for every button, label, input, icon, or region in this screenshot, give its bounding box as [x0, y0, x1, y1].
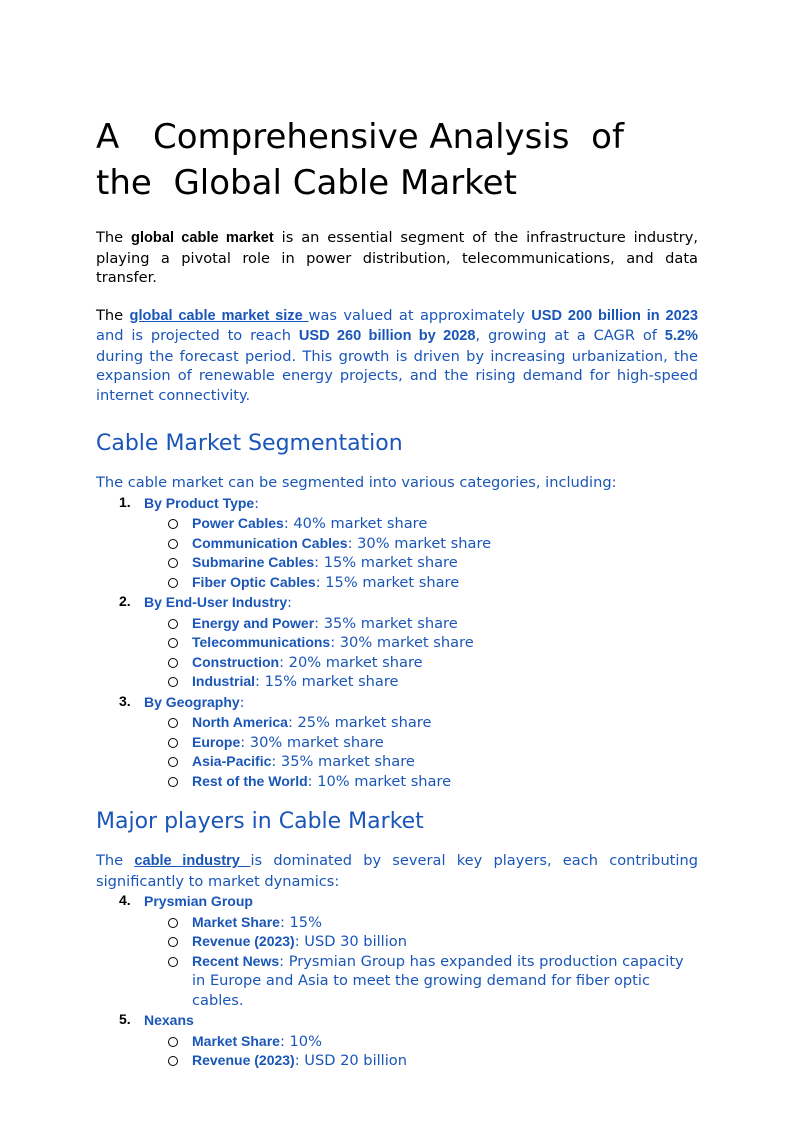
sub-list-item: [144, 733, 698, 753]
list-item-title: [144, 1012, 194, 1028]
sub-item-value: : 40% market share: [283, 515, 428, 532]
text: The: [96, 852, 135, 869]
sub-item-key: Submarine Cables: [192, 554, 315, 570]
sub-list: [144, 713, 698, 791]
sub-list-item: [144, 633, 698, 653]
sub-list-item: [144, 534, 698, 554]
segmentation-list: [96, 493, 698, 792]
list-number: 3.: [119, 692, 131, 709]
title-text: By Product Type: [144, 494, 255, 511]
sub-item-value: : 10% market share: [307, 772, 452, 790]
sub-item-value: : 35% market share: [314, 614, 458, 632]
sub-item-value: : 20% market share: [279, 653, 423, 671]
sub-item-value: : 15% market share: [315, 573, 460, 591]
sub-item-value: : USD 20 billion: [294, 1052, 407, 1069]
sub-item-value: : 15% market share: [255, 673, 399, 690]
circle-bullet-icon: [168, 558, 178, 568]
circle-bullet-icon: [168, 578, 178, 588]
sub-item-value: : 15%: [279, 913, 322, 931]
text: is an essential segment of the infrastructure industry, playing a pivotal role in power distribution, telecommunications, and data transfer.: [96, 229, 698, 286]
segmentation-intro: The cable market can be segmented into various categories, including:: [96, 474, 617, 491]
bold-value: USD 200 billion in 2023: [531, 307, 698, 324]
section-heading-segmentation: Cable Market Segmentation: [96, 431, 403, 456]
sub-list-item: [144, 913, 698, 933]
document-title: [96, 114, 698, 206]
sub-item-key: Rest of the World: [192, 772, 308, 789]
sub-item-key: Recent News: [192, 952, 280, 969]
circle-bullet-icon: [168, 677, 178, 687]
text: , growing at a CAGR of: [475, 327, 665, 344]
list-number: 5.: [119, 1011, 131, 1027]
sub-list-item: [144, 752, 698, 772]
circle-bullet-icon: [168, 519, 178, 529]
list-number: 2.: [119, 593, 131, 609]
sub-item-value: : USD 30 billion: [294, 933, 407, 950]
list-item-title: [144, 893, 253, 909]
section-heading-players: Major players in Cable Market: [96, 809, 424, 834]
list-number: 1.: [119, 493, 131, 510]
text: The: [96, 306, 130, 324]
sub-list-item: [144, 553, 698, 573]
bold-value: 5.2%: [664, 328, 699, 344]
title-colon: :: [239, 694, 245, 711]
sub-item-value: : 35% market share: [271, 753, 415, 770]
document-content: [96, 114, 698, 1071]
sub-item-key: Telecommunications: [192, 634, 331, 650]
sub-item-key: Energy and Power: [192, 614, 315, 631]
sub-list-item: [144, 1051, 698, 1071]
list-item-title: [144, 694, 244, 710]
text: and is projected to reach: [96, 327, 299, 344]
sub-list-item: [144, 514, 698, 534]
players-list: [96, 891, 698, 1071]
circle-bullet-icon: [168, 937, 178, 947]
sub-list-item: [144, 713, 698, 733]
sub-list: [144, 514, 698, 592]
circle-bullet-icon: [168, 539, 178, 549]
list-item: [96, 891, 698, 1010]
sub-item-key: Europe: [192, 733, 241, 750]
sub-item-key: Revenue (2023): [192, 933, 295, 949]
sub-list-item: [144, 672, 698, 692]
title-colon: :: [254, 495, 259, 512]
sub-list: [144, 614, 698, 692]
sub-list-item: [144, 653, 698, 673]
sub-item-value: : 30% market share: [330, 634, 474, 651]
circle-bullet-icon: [168, 619, 178, 629]
sub-item-key: Industrial: [192, 673, 256, 689]
title-line-2: [96, 160, 698, 206]
sub-list-item: [144, 573, 698, 593]
title-text: Nexans: [144, 1012, 194, 1028]
list-number: 4.: [119, 892, 131, 908]
title-line-1: [96, 114, 698, 160]
circle-bullet-icon: [168, 777, 178, 787]
text: The: [96, 229, 132, 246]
sub-item-key: Market Share: [192, 913, 280, 930]
sub-list-item: [144, 952, 698, 1011]
text: was valued at approximately: [308, 306, 532, 324]
circle-bullet-icon: [168, 957, 178, 967]
intro-paragraph: [96, 228, 698, 288]
text: is dominated by several key players, each contributing significantly to market dynamics:: [96, 852, 698, 890]
sub-item-value: : 30% market share: [347, 534, 492, 552]
market-size-paragraph: [96, 306, 698, 406]
list-item-title: [144, 594, 292, 610]
title-word: the: [96, 163, 152, 203]
circle-bullet-icon: [168, 638, 178, 648]
sub-list-item: [144, 932, 698, 952]
title-word: of: [591, 117, 624, 157]
sub-item-key: North America: [192, 714, 288, 730]
bold-value: USD 260 billion by 2028: [298, 328, 476, 344]
sub-list-item: [144, 1032, 698, 1052]
market-size-link[interactable]: global cable market size: [129, 307, 309, 324]
sub-item-key: Market Share: [192, 1032, 280, 1049]
sub-item-value: : 25% market share: [287, 714, 432, 731]
sub-item-key: Construction: [192, 653, 280, 670]
sub-item-key: Communication Cables: [192, 534, 348, 551]
circle-bullet-icon: [168, 757, 178, 767]
sub-item-key: Revenue (2023): [192, 1052, 295, 1068]
circle-bullet-icon: [168, 738, 178, 748]
title-text: By Geography: [144, 693, 240, 710]
list-item: [96, 692, 698, 792]
cable-industry-link[interactable]: cable industry: [134, 853, 251, 869]
players-intro: [96, 851, 698, 891]
title-word: Analysis: [429, 117, 570, 157]
title-colon: :: [287, 595, 292, 611]
circle-bullet-icon: [168, 918, 178, 928]
sub-item-value: : 10%: [279, 1032, 322, 1050]
title-word: Comprehensive: [153, 117, 419, 157]
sub-list: [144, 913, 698, 1011]
sub-item-value: : 30% market share: [240, 733, 384, 751]
sub-item-value: : 15% market share: [314, 554, 458, 571]
circle-bullet-icon: [168, 658, 178, 668]
list-item: [96, 592, 698, 692]
sub-item-key: Asia-Pacific: [192, 753, 272, 769]
title-text: Prysmian Group: [144, 893, 253, 909]
title-word: A: [96, 117, 120, 157]
bold-term: global cable market: [131, 230, 274, 246]
sub-list-item: [144, 614, 698, 634]
list-item: [96, 1010, 698, 1071]
title-word: Global Cable Market: [173, 163, 517, 203]
sub-list-item: [144, 772, 698, 792]
sub-item-key: Power Cables: [192, 515, 284, 531]
circle-bullet-icon: [168, 1037, 178, 1047]
list-item-title: [144, 495, 259, 511]
sub-list: [144, 1032, 698, 1071]
title-text: By End-User Industry: [144, 594, 288, 610]
circle-bullet-icon: [168, 1056, 178, 1066]
circle-bullet-icon: [168, 718, 178, 728]
sub-item-key: Fiber Optic Cables: [192, 573, 316, 590]
list-item: [96, 493, 698, 593]
text: during the forecast period. This growth is driven by increasing urbanization, the expansion of renewable energy projects, and the rising demand for high-speed internet connectivity.: [96, 347, 698, 404]
sub-item-value: : Prysmian Group has expanded its production capacity in Europe and Asia to meet the growing demand for fiber optic cables.: [192, 952, 684, 1009]
